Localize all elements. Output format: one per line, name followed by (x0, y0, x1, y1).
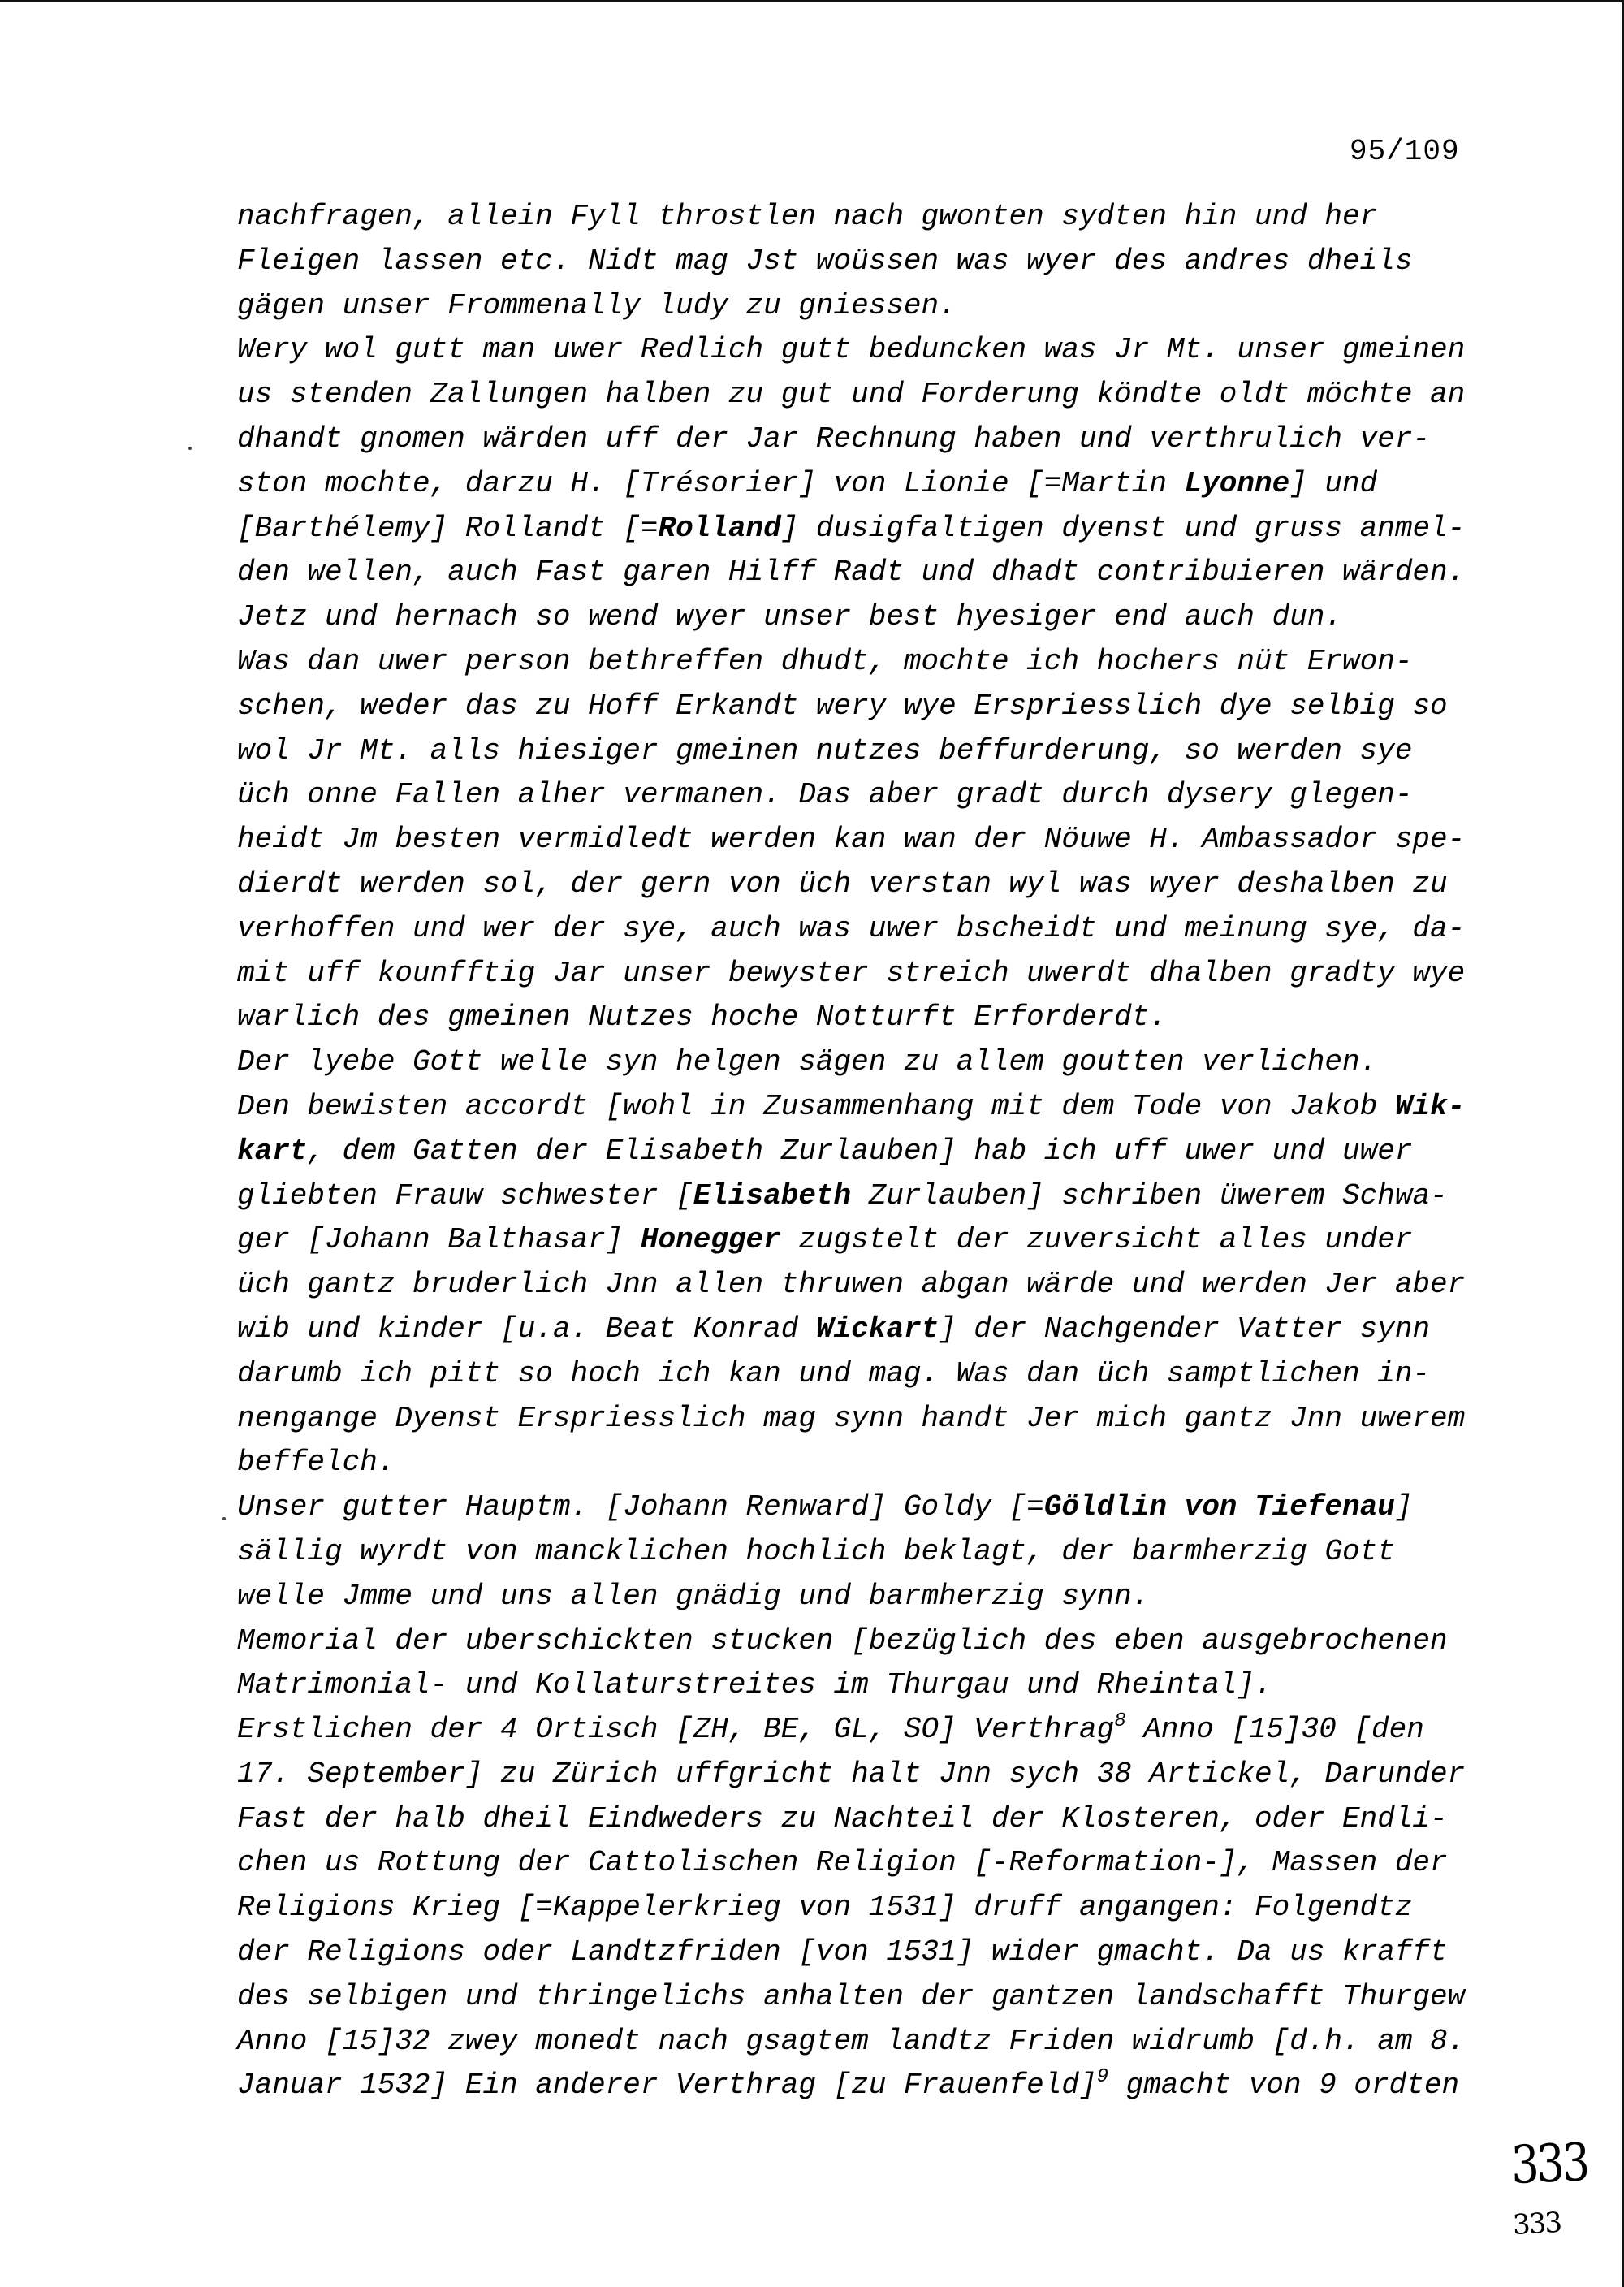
text-segment: ] der Nachgender Vatter synn (939, 1312, 1431, 1346)
text-segment: üch onne Fallen alher vermanen. Das aber gradt durch dysery glegen- (237, 778, 1413, 812)
text-segment: Zurlauben] schriben üwerem Schwa- (851, 1178, 1448, 1213)
text-segment: Wery wol gutt man uwer Redlich gutt beduncken was Jr Mt. unser gmeinen (237, 333, 1466, 367)
text-line (237, 1663, 1504, 1708)
text-segment: den wellen, auch Fast garen Hilff Radt und dhadt contribuieren wärden. (237, 556, 1466, 590)
text-segment: , dem Gatten der Elisabeth Zurlauben] hab ich uff uwer und uwer (307, 1134, 1413, 1168)
text-line (237, 1708, 1504, 1753)
text-segment: Der lyebe Gott welle syn helgen sägen zu allem goutten verlichen. (237, 1045, 1378, 1079)
text-segment: 17. September] zu Zürich uffgricht halt Jnn sych 38 Artickel, Darunder (237, 1757, 1466, 1791)
text-segment: üch gantz bruderlich Jnn allen thruwen abgan wärde und werden Jer aber (237, 1268, 1466, 1302)
text-segment: wib und kinder [u.a. Beat Konrad (237, 1312, 816, 1346)
text-line (237, 1397, 1504, 1442)
text-segment: nengange Dyenst Erspriesslich mag synn handt Jer mich gantz Jnn uwerem (237, 1401, 1466, 1435)
text-line (237, 507, 1504, 551)
text-segment: Anno [15]30 [den (1125, 1713, 1424, 1747)
text-line (237, 1085, 1504, 1130)
text-segment: Fast der halb dheil Eindweders zu Nachteil der Klosteren, oder Endli- (237, 1801, 1448, 1835)
text-segment: schen, weder das zu Hoff Erkandt wery wye Erspriesslich dye selbig so (237, 689, 1448, 723)
margin-mark (222, 1517, 226, 1520)
text-segment: beffelch. (237, 1446, 395, 1480)
text-line (237, 1753, 1504, 1797)
text-line (237, 1886, 1504, 1930)
text-segment: welle Jmme und uns allen gnädig und barmherzig synn. (237, 1579, 1150, 1613)
text-line (237, 1130, 1504, 1174)
text-segment: verhoffen und wer der sye, auch was uwer bscheidt und meinung sye, da- (237, 911, 1466, 945)
text-segment: ston mochte, darzu H. [Trésorier] von Lionie [=Martin (237, 466, 1185, 500)
text-line (237, 595, 1504, 640)
text-line (237, 1930, 1504, 1975)
text-line (237, 328, 1504, 373)
text-line (237, 773, 1504, 818)
text-segment: nachfragen, allein Fyll throstlen nach gwonten sydten hin und her (237, 200, 1378, 233)
text-segment: darumb ich pitt so hoch ich kan und mag. Was dan üch samptlichen in- (237, 1356, 1431, 1390)
handwritten-page-stamp-sub: 333 (1512, 2206, 1561, 2242)
text-segment: mit uff kounfftig Jar unser bewyster streich uwerdt dhalben gradty wye (237, 956, 1466, 990)
footnote-marker: 9 (1096, 2066, 1108, 2089)
footnote-marker: 8 (1114, 1710, 1126, 1733)
text-line (237, 1308, 1504, 1352)
text-line (237, 240, 1504, 284)
text-segment: Was dan uwer person bethreffen dhudt, mochte ich hochers nüt Erwon- (237, 644, 1413, 678)
text-line (237, 284, 1504, 329)
text-segment: der Religions oder Landtzfriden [von 1531] wider gmacht. Da us krafft (237, 1935, 1448, 1969)
text-segment: zugstelt der zuversicht alles under (780, 1223, 1413, 1257)
text-line (237, 1575, 1504, 1619)
text-segment: Januar 1532] Ein anderer Verthrag [zu Frauenfeld] (237, 2069, 1097, 2103)
text-line (237, 907, 1504, 952)
text-line (237, 1174, 1504, 1219)
bold-name: Wickart (815, 1312, 939, 1346)
text-segment: chen us Rottung der Cattolischen Religion [-Reformation-], Massen der (237, 1846, 1448, 1880)
bold-name: Elisabeth (693, 1178, 852, 1213)
text-segment: sällig wyrdt von mancklichen hochlich beklagt, der barmherzig Gott (237, 1534, 1395, 1568)
text-line (237, 1975, 1504, 2020)
text-line (237, 862, 1504, 907)
text-segment: [Barthélemy] Rollandt [= (237, 511, 659, 545)
bold-name: Göldlin von Tiefenau (1043, 1490, 1395, 1524)
text-line (237, 195, 1504, 240)
text-line (237, 462, 1504, 507)
text-line (237, 952, 1504, 997)
handwritten-page-stamp: 333 (1510, 2133, 1588, 2196)
text-line (237, 373, 1504, 417)
text-line (237, 551, 1504, 595)
text-line (237, 1619, 1504, 1664)
margin-mark (188, 447, 192, 450)
text-line (237, 1218, 1504, 1263)
text-segment: gägen unser Frommenally ludy zu gniessen. (237, 288, 957, 322)
text-segment: dhandt gnomen wärden uff der Jar Rechnung haben und verthrulich ver- (237, 422, 1431, 456)
text-segment: warlich des gmeinen Nutzes hoche Notturft Erforderdt. (237, 1001, 1167, 1035)
text-line (237, 640, 1504, 685)
bold-name: Rolland (658, 511, 781, 545)
bold-name: kart (237, 1134, 308, 1168)
text-line (237, 417, 1504, 462)
text-segment: Erstlichen der 4 Ortisch [ZH, BE, GL, SO] Verthrag (237, 1713, 1115, 1747)
bold-name: Honegger (640, 1223, 781, 1257)
text-segment: Anno [15]32 zwey monedt nach gsagtem landtz Friden widrumb [d.h. am 8. (237, 2024, 1466, 2058)
text-line (237, 729, 1504, 774)
text-line (237, 1441, 1504, 1485)
text-segment: ] und (1289, 466, 1378, 500)
text-segment: wol Jr Mt. alls hiesiger gmeinen nutzes beffurderung, so werden sye (237, 733, 1413, 767)
text-segment: Fleigen lassen etc. Nidt mag Jst woüssen was wyer des andres dheils (237, 244, 1413, 278)
text-segment: gliebten Frauw schwester [ (237, 1178, 693, 1213)
text-segment: gmacht von 9 ordten (1108, 2069, 1460, 2103)
text-line (237, 2020, 1504, 2064)
text-segment: Matrimonial- und Kollaturstreites im Thurgau und Rheintal]. (237, 1668, 1272, 1702)
text-line (237, 685, 1504, 729)
text-line (237, 1352, 1504, 1397)
text-segment: Den bewisten accordt [wohl in Zusammenhang mit dem Tode von Jakob (237, 1089, 1395, 1123)
text-segment: Unser gutter Hauptm. [Johann Renward] Goldy [= (237, 1490, 1044, 1524)
text-segment: Memorial der uberschickten stucken [bezüglich des eben ausgebrochenen (237, 1623, 1448, 1658)
text-line (237, 818, 1504, 862)
text-line (237, 1841, 1504, 1886)
text-line (237, 1485, 1504, 1530)
text-line (237, 2064, 1504, 2108)
page-number: 95/109 (1350, 135, 1460, 168)
bold-name: Wik- (1394, 1089, 1466, 1123)
text-line (237, 1040, 1504, 1085)
text-segment: ] (1394, 1490, 1413, 1524)
text-line (237, 1797, 1504, 1842)
text-segment: dierdt werden sol, der gern von üch verstan wyl was wyer deshalben zu (237, 867, 1448, 901)
body-text (237, 195, 1504, 2108)
text-segment: us stenden Zallungen halben zu gut und Forderung köndte oldt möchte an (237, 378, 1466, 412)
text-segment: ger [Johann Balthasar] (237, 1223, 641, 1257)
text-segment: Jetz und hernach so wend wyer unser best hyesiger end auch dun. (237, 600, 1343, 634)
bold-name: Lyonne (1184, 466, 1290, 500)
text-segment: ] dusigfaltigen dyenst und gruss anmel- (780, 511, 1466, 545)
page-border-top (0, 0, 1624, 2)
text-segment: des selbigen und thringelichs anhalten der gantzen landschafft Thurgew (237, 1979, 1466, 2013)
text-segment: heidt Jm besten vermidledt werden kan wan der Nöuwe H. Ambassador spe- (237, 823, 1466, 857)
text-line (237, 1263, 1504, 1308)
text-line (237, 996, 1504, 1040)
text-segment: Religions Krieg [=Kappelerkrieg von 1531] druff angangen: Folgendtz (237, 1891, 1413, 1925)
text-line (237, 1530, 1504, 1575)
